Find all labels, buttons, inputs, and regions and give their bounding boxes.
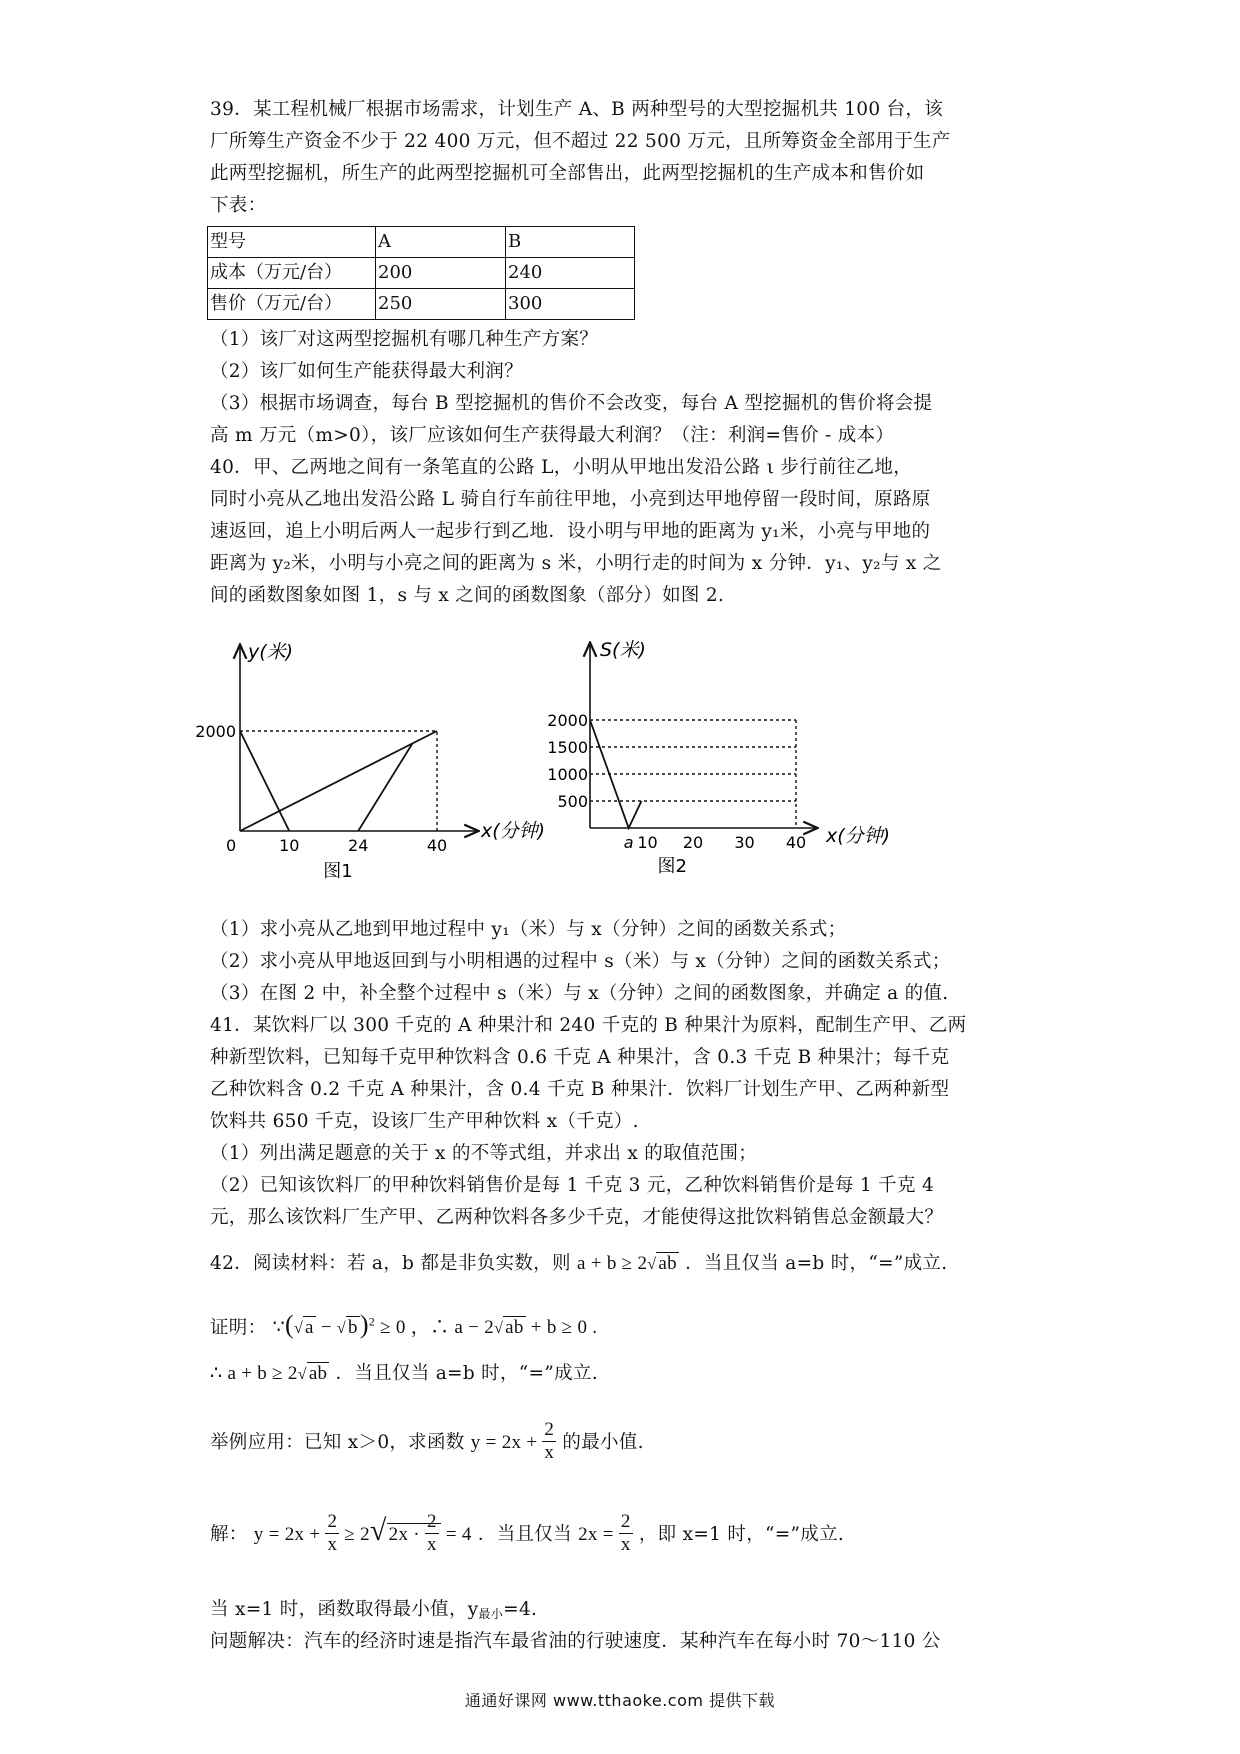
q41-question-2b: 元，那么该饮料厂生产甲、乙两种饮料各多少千克，才能使得这批饮料销售总金额最大？ xyxy=(210,1207,944,1228)
q42-intro-condition: ．当且仅当 a=b 时，“=”成立. xyxy=(685,1253,948,1274)
table-cell: 型号 xyxy=(208,227,376,258)
q42-inequality-formula: a + b ≥ 2√ ab xyxy=(576,1253,677,1274)
q42-minimum-text: 当 x=1 时，函数取得最小值，y xyxy=(210,1599,479,1620)
q42-solution-label: 解： xyxy=(210,1524,248,1545)
q42-conclusion-formula: ∴ a + b ≥ 2√ ab xyxy=(210,1363,328,1384)
origin-label: 0 xyxy=(226,836,237,855)
x-axis-label: x(分钟) xyxy=(826,825,891,847)
y-tick-label-2000: 2000 xyxy=(195,722,236,741)
q42-solution-result-text: ，即 x=1 时，“=”成立. xyxy=(638,1524,845,1545)
table-cell: 250 xyxy=(376,289,506,320)
q39-question-3a: （3）根据市场调查，每台 B 型挖掘机的售价不会改变，每台 A 型挖掘机的售价将会提 xyxy=(210,393,933,414)
q40-question-3: （3）在图 2 中，补全整个过程中 s（米）与 x（分钟）之间的函数图象，并确定 a 的值. xyxy=(210,983,949,1004)
page-footer: 通通好课网 www.tthaoke.com 提供下载 xyxy=(464,1691,776,1710)
table-cell: 200 xyxy=(376,258,506,289)
q42-minimum-value: =4. xyxy=(503,1599,538,1620)
x-tick-label-a: a xyxy=(623,833,634,852)
x-tick-label-10: 10 xyxy=(637,833,658,852)
series-line-0 xyxy=(240,731,437,831)
q42-example-ask: 的最小值. xyxy=(562,1432,644,1453)
q42-proof-label: 证明： xyxy=(210,1317,267,1339)
x-tick-label-40: 40 xyxy=(426,836,448,855)
q42-example-text: 举例应用：已知 x＞0，求函数 xyxy=(210,1432,465,1453)
q39-line-1: 39．某工程机械厂根据市场需求，计划生产 A、B 两种型号的大型挖掘机共 100 台，该 xyxy=(210,99,944,120)
q39-line-2: 厂所筹生产资金不少于 22 400 万元，但不超过 22 500 万元，且所筹资金全部用于生产 xyxy=(210,131,951,152)
q39-question-3b: 高 m 万元（m>0），该厂应该如何生产获得最大利润？（注：利润=售价 - 成本） xyxy=(210,425,895,446)
table-cell: 成本（万元/台） xyxy=(208,258,376,289)
q39-line-3: 此两型挖掘机，所生产的此两型挖掘机可全部售出，此两型挖掘机的生产成本和售价如 xyxy=(210,163,925,184)
q39-cost-price-table xyxy=(207,226,635,320)
x-tick-label-10: 10 xyxy=(279,836,300,855)
q39-line-4: 下表： xyxy=(210,195,267,216)
q41-question-1: （1）列出满足题意的关于 x 的不等式组，并求出 x 的取值范围； xyxy=(210,1143,758,1164)
x-tick-label-30: 30 xyxy=(734,833,755,852)
table-cell: 售价（万元/台） xyxy=(208,289,376,320)
q41-line-1: 41．某饮料厂以 300 千克的 A 种果汁和 240 千克的 B 种果汁为原料，配制生产甲、乙两 xyxy=(210,1015,967,1036)
q41-line-2: 种新型饮料，已知每千克甲种饮料含 0.6 千克 A 种果汁，含 0.3 千克 B 种果汁；每千克 xyxy=(210,1047,950,1068)
q41-line-3: 乙种饮料含 0.2 千克 A 种果汁，含 0.4 千克 B 种果汁．饮料厂计划生产甲、乙两种新型 xyxy=(210,1079,950,1100)
table-row xyxy=(208,258,635,289)
q42-intro xyxy=(210,1252,947,1277)
q39-question-2: （2）该厂如何生产能获得最大利润？ xyxy=(210,361,523,382)
q42-problem: 问题解决：汽车的经济时速是指汽车最省油的行驶速度．某种汽车在每小时 70～110 公 xyxy=(210,1631,941,1652)
figure-2-caption: 图2 xyxy=(657,856,687,877)
q41-question-2a: （2）已知该饮料厂的甲种饮料销售价是每 1 千克 3 元，乙种饮料销售价是每 1 千克 4 xyxy=(210,1175,935,1196)
table-cell: B xyxy=(506,227,635,258)
q42-proof xyxy=(210,1310,597,1341)
q40-line-4: 距离为 y₂米，小明与小亮之间的距离为 s 米，小明行走的时间为 x 分钟．y₁、y₂与 x 之 xyxy=(210,553,942,574)
x-tick-label-24: 24 xyxy=(348,836,369,855)
table-row xyxy=(208,227,635,258)
y-axis-label: S(米) xyxy=(600,639,646,661)
table-cell: 300 xyxy=(506,289,635,320)
q40-line-2: 同时小亮从乙地出发沿公路 L 骑自行车前往甲地，小亮到达甲地停留一段时间，原路原 xyxy=(210,489,931,510)
q40-line-3: 速返回，追上小明后两人一起步行到乙地．设小明与甲地的距离为 y₁米，小亮与甲地的 xyxy=(210,521,931,542)
q40-question-2: （2）求小亮从甲地返回到与小明相遇的过程中 s（米）与 x（分钟）之间的函数关系式； xyxy=(210,951,951,972)
table-cell: 240 xyxy=(506,258,635,289)
table-cell: A xyxy=(376,227,506,258)
y-tick-label-500: 500 xyxy=(557,792,588,811)
table-row xyxy=(208,289,635,320)
q42-minimum xyxy=(210,1598,537,1626)
y-tick-label-1000: 1000 xyxy=(547,765,588,784)
x-tick-label-20: 20 xyxy=(682,833,704,852)
q39-question-1: （1）该厂对这两型挖掘机有哪几种生产方案？ xyxy=(210,329,599,350)
q42-proof-formula: ∵(√ a − √ b)$^2$ ≥ 0 ，∴ a − 2√ ab + b ≥ 0 . xyxy=(272,1310,598,1340)
q42-solution xyxy=(210,1506,844,1556)
figure-2-chart xyxy=(548,636,988,896)
q42-example-function: y = 2x + $\frac{2}{x}$ xyxy=(470,1419,555,1464)
q42-conclusion-text: ．当且仅当 a=b 时，“=”成立. xyxy=(335,1363,598,1384)
y-tick-label-2000: 2000 xyxy=(547,711,588,730)
y-tick-label-1500: 1500 xyxy=(547,738,588,757)
y-axis-label: y(米) xyxy=(248,641,294,663)
q42-conclusion xyxy=(210,1362,598,1387)
x-axis-label: x(分钟) xyxy=(481,820,546,842)
q41-line-4: 饮料共 650 千克，设该厂生产甲种饮料 x（千克）. xyxy=(210,1111,639,1132)
series-line-1 xyxy=(240,731,289,831)
q42-solution-condition-text: ．当且仅当 xyxy=(477,1524,572,1545)
q42-minimum-subscript: 最小 xyxy=(478,1607,504,1621)
q42-solution-formula: y = 2x + $\frac{2}{x}$ ≥ 2√ 2x · $\frac{2}{x}$ = 4 xyxy=(253,1511,472,1556)
q40-line-5: 间的函数图象如图 1，s 与 x 之间的函数图象（部分）如图 2. xyxy=(210,585,725,606)
q42-intro-text: 42．阅读材料：若 a，b 都是非负实数，则 xyxy=(210,1253,571,1274)
q40-line-1: 40．甲、乙两地之间有一条笔直的公路 L，小明从甲地出发沿公路 ι 步行前往乙地， xyxy=(210,457,913,478)
q42-solution-equality: 2x = $\frac{2}{x}$ xyxy=(578,1511,631,1556)
x-tick-label-40: 40 xyxy=(785,833,807,852)
figure-1-caption: 图1 xyxy=(323,861,353,882)
q42-example xyxy=(210,1418,644,1468)
q40-question-1: （1）求小亮从乙地到甲地过程中 y₁（米）与 x（分钟）之间的函数关系式； xyxy=(210,919,847,940)
